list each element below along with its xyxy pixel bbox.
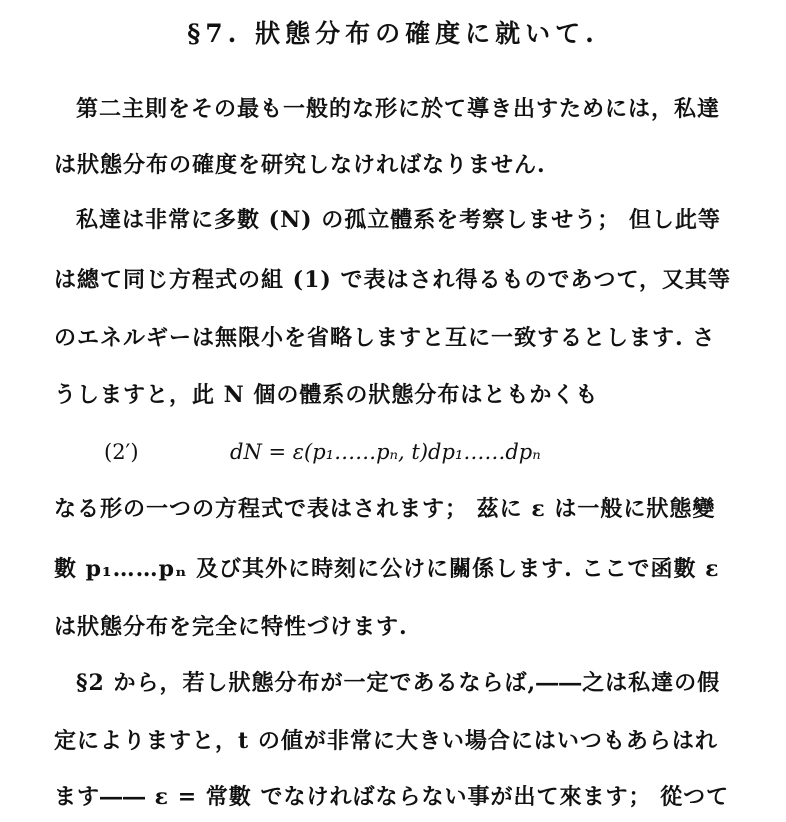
text-line-6: うしますと，此 N 個の體系の狀態分布はともかくも bbox=[54, 382, 599, 408]
text-line-7: なる形の一つの方程式で表はされます； 茲に ε は一般に狀態變 bbox=[54, 496, 716, 522]
text-line-11: 定によりますと，t の値が非常に大きい場合にはいつもあらはれ bbox=[54, 728, 718, 754]
text-line-1: 第二主則をその最も一般的な形に於て導き出すためには，私達 bbox=[76, 96, 721, 122]
text-line-4: は總て同じ方程式の組 (1) で表はされ得るものであつて，又其等 bbox=[54, 267, 732, 293]
text-line-5: のエネルギーは無限小を省略しますと互に一致するとします. さ bbox=[54, 325, 716, 351]
text-line-8: 數 p₁……pₙ 及び其外に時刻に公けに關係します. ここで函數 ε bbox=[54, 556, 720, 582]
text-line-10: §2 から，若し狀態分布が一定であるならば,――之は私達の假 bbox=[76, 670, 721, 696]
equation-label: (2′) bbox=[104, 440, 139, 464]
section-heading: §7. 狀態分布の確度に就いて. bbox=[187, 19, 599, 48]
equation-body: dN = ε(p₁……pₙ, t)dp₁……dpₙ bbox=[230, 440, 541, 464]
text-line-3: 私達は非常に多數 (N) の孤立體系を考察しませう； 但し此等 bbox=[76, 207, 721, 233]
text-line-2: は狀態分布の確度を研究しなければなりません. bbox=[54, 152, 546, 178]
text-line-9: は狀態分布を完全に特性づけます. bbox=[54, 614, 408, 640]
text-line-12: ます―― ε = 常數 でなければならない事が出て來ます； 從つて bbox=[54, 784, 730, 810]
